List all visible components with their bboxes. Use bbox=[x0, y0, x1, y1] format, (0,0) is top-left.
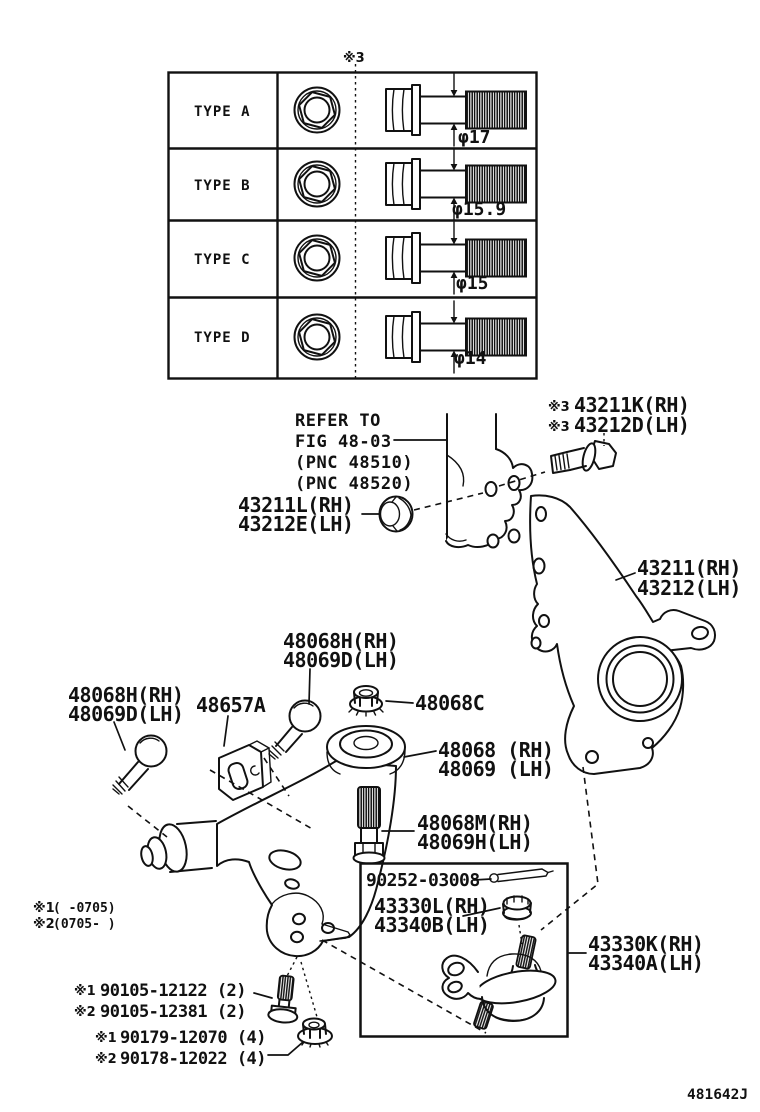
arm-nut-label: 48068C bbox=[415, 691, 485, 715]
type-d-diameter: φ14 bbox=[454, 348, 487, 369]
bj-bolt-number-1: 90105-12122 (2) bbox=[100, 981, 247, 1001]
bj-bolt-number-2: 90105-12381 (2) bbox=[100, 1002, 247, 1022]
bj-nut-number-1: 90179-12070 (4) bbox=[120, 1028, 267, 1048]
type-c-diameter: φ15 bbox=[456, 273, 489, 294]
arm-bracket-label: 48657A bbox=[196, 693, 266, 717]
bolt-side-icon bbox=[386, 74, 526, 373]
cotter-pin-drawing bbox=[490, 869, 553, 882]
arm-bracket-drawing bbox=[219, 741, 271, 800]
type-a-diameter: φ17 bbox=[458, 127, 491, 148]
refer-note-line3: (PNC 48510) bbox=[295, 453, 414, 473]
cotter-pin-label: 90252-03008 bbox=[366, 870, 480, 891]
bj-nut-mark-2: ※2 bbox=[95, 1052, 117, 1067]
type-b-diameter: φ15.9 bbox=[452, 199, 507, 220]
bj-nut-number-2: 90178-12022 (4) bbox=[120, 1049, 267, 1069]
arm-vertical-bolt-label-lh: 48069H(LH) bbox=[417, 830, 533, 854]
bj-nut-mark-1: ※1 bbox=[95, 1031, 117, 1046]
strut-nut-label-lh: 43212E(LH) bbox=[238, 512, 354, 536]
strut-bolt-label-rh: 43211K(RH) bbox=[574, 393, 690, 417]
arm-front-bolt-label-rh: 48068H(RH) bbox=[68, 683, 184, 707]
bolt-type-table bbox=[169, 51, 537, 379]
ball-joint-label-rh: 43330K(RH) bbox=[588, 932, 704, 956]
arm-rear-bolt-label-rh: 48068H(RH) bbox=[283, 629, 399, 653]
applicability-range-2: (0705- ) bbox=[53, 917, 116, 932]
strut-bracket-drawing bbox=[446, 414, 532, 548]
type-d-label: TYPE D bbox=[194, 330, 251, 346]
castle-nut-label-rh: 43330L(RH) bbox=[374, 894, 490, 918]
arm-rear-bolt-drawing bbox=[269, 701, 321, 760]
lower-arm-label-rh: 48068 (RH) bbox=[438, 738, 554, 762]
bolt-head-icon bbox=[295, 88, 340, 360]
refer-note-line2: FIG 48-03 bbox=[295, 432, 392, 452]
applicability-mark-2: ※2 bbox=[33, 917, 55, 932]
strut-bolt-label-lh: 43212D(LH) bbox=[574, 413, 690, 437]
strut-bracket-bolt-drawing bbox=[551, 441, 616, 473]
strut-nut-label-rh: 43211L(RH) bbox=[238, 493, 354, 517]
arm-vertical-bolt-label-rh: 48068M(RH) bbox=[417, 811, 533, 835]
arm-front-bolt-label-lh: 48069D(LH) bbox=[68, 702, 184, 726]
arm-vertical-bolt-drawing bbox=[354, 787, 385, 864]
bj-bolt-mark-2: ※2 bbox=[74, 1005, 96, 1020]
strut-bolt-mark-rh: ※3 bbox=[548, 400, 570, 415]
type-b-label: TYPE B bbox=[194, 178, 251, 194]
ball-joint-drawing bbox=[442, 935, 558, 1030]
table-reference-mark: ※3 bbox=[343, 51, 365, 66]
applicability-mark-1: ※1 bbox=[33, 901, 55, 916]
strut-bolt-mark-lh: ※3 bbox=[548, 420, 570, 435]
castle-nut-label-lh: 43340B(LH) bbox=[374, 913, 490, 937]
arm-rear-bolt-label-lh: 48069D(LH) bbox=[283, 648, 399, 672]
type-a-label: TYPE A bbox=[194, 104, 251, 120]
lower-arm-drawing bbox=[140, 726, 405, 956]
ball-joint-label-lh: 43340A(LH) bbox=[588, 951, 704, 975]
knuckle-label-lh: 43212(LH) bbox=[637, 576, 741, 600]
refer-note-line1: REFER TO bbox=[295, 411, 381, 431]
castle-nut-drawing bbox=[503, 896, 531, 920]
arm-nut-drawing bbox=[349, 686, 383, 716]
knuckle-label-rh: 43211(RH) bbox=[637, 556, 741, 580]
lower-arm-label-lh: 48069 (LH) bbox=[438, 757, 554, 781]
applicability-range-1: ( -0705) bbox=[53, 901, 116, 916]
strut-bracket-nut-drawing bbox=[380, 497, 413, 532]
type-c-label: TYPE C bbox=[194, 252, 251, 268]
knuckle-drawing bbox=[530, 495, 715, 774]
bj-bolt-mark-1: ※1 bbox=[74, 984, 96, 999]
drawing-number: 481642J bbox=[687, 1087, 749, 1103]
arm-front-bolt-drawing bbox=[113, 736, 167, 795]
refer-note-line4: (PNC 48520) bbox=[295, 474, 414, 494]
ball-joint-bolt-drawing bbox=[268, 975, 302, 1024]
